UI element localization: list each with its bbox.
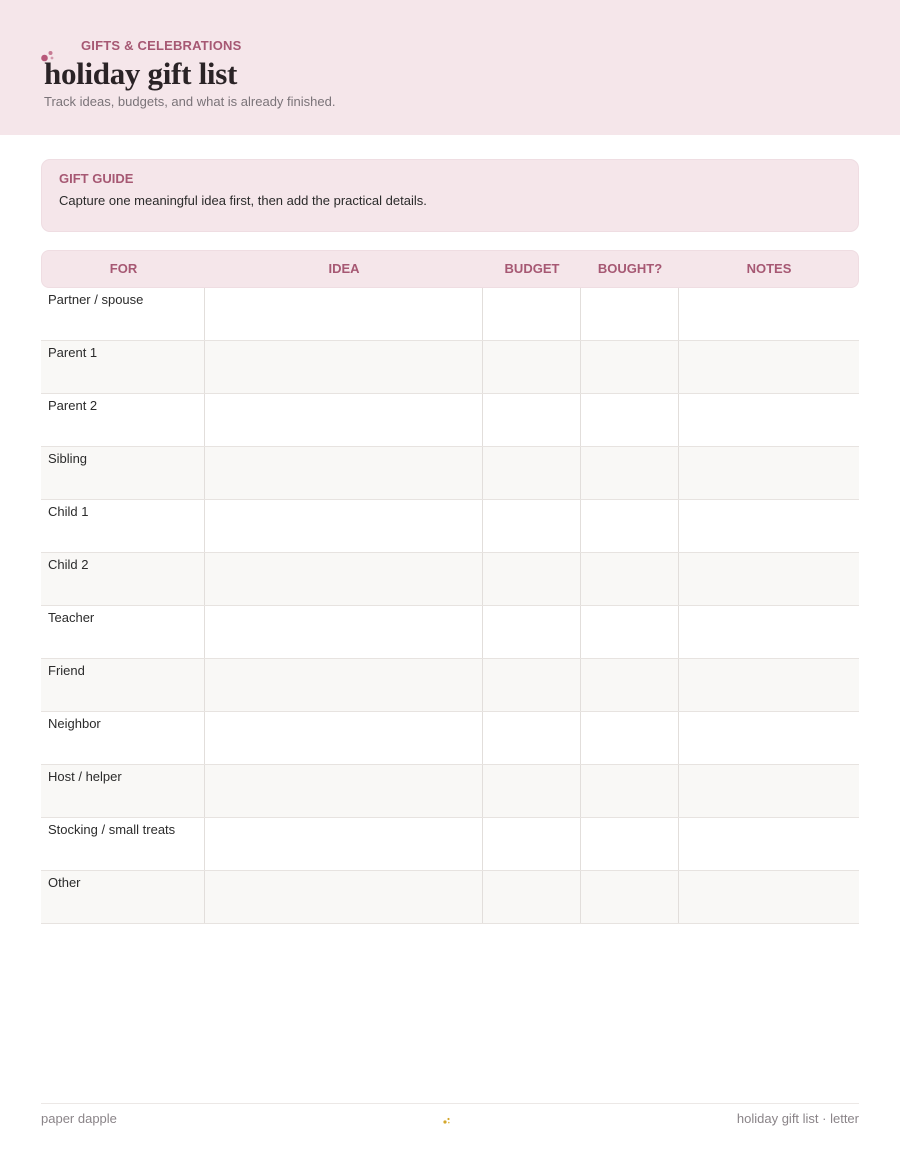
cell-budget[interactable] [482, 553, 580, 605]
sparkle-dots-icon [442, 1116, 451, 1125]
row-recipient-label: Stocking / small treats [48, 822, 176, 837]
cell-budget[interactable] [482, 818, 580, 870]
row-recipient-label: Friend [48, 663, 85, 678]
table-header [41, 250, 859, 288]
cell-idea[interactable] [204, 606, 482, 658]
row-recipient-label: Neighbor [48, 716, 101, 731]
cell-budget[interactable] [482, 500, 580, 552]
column-header-for: FOR [109, 261, 138, 276]
gift-guide-label: GIFT GUIDE [59, 171, 134, 186]
cell-notes[interactable] [678, 288, 859, 340]
cell-bought[interactable] [580, 659, 678, 711]
cell-for [41, 553, 204, 605]
cell-idea[interactable] [204, 818, 482, 870]
column-header-bought: BOUGHT? [597, 261, 663, 276]
row-recipient-label: Parent 1 [48, 345, 98, 360]
cell-for [41, 659, 204, 711]
gift-guide-text: Capture one meaningful idea first, then add the practical details. [59, 193, 427, 208]
table-row [41, 553, 859, 606]
cell-bought[interactable] [580, 765, 678, 817]
cell-idea[interactable] [204, 712, 482, 764]
table-row [41, 288, 859, 341]
row-recipient-label: Partner / spouse [48, 292, 144, 307]
table-row [41, 394, 859, 447]
cell-notes[interactable] [678, 765, 859, 817]
cell-idea[interactable] [204, 553, 482, 605]
table-row [41, 341, 859, 394]
cell-notes[interactable] [678, 500, 859, 552]
cell-bought[interactable] [580, 288, 678, 340]
cell-bought[interactable] [580, 394, 678, 446]
page-title: holiday gift list [44, 56, 237, 91]
cell-notes[interactable] [678, 341, 859, 393]
footer-document-label: holiday gift list · letter [736, 1111, 859, 1126]
gift-table-body [41, 288, 859, 924]
cell-budget[interactable] [482, 606, 580, 658]
column-header-budget: BUDGET [504, 261, 560, 276]
cell-notes[interactable] [678, 871, 859, 923]
table-row [41, 712, 859, 765]
cell-for [41, 606, 204, 658]
cell-bought[interactable] [580, 341, 678, 393]
cell-idea[interactable] [204, 288, 482, 340]
cell-idea[interactable] [204, 871, 482, 923]
cell-for [41, 500, 204, 552]
cell-for [41, 871, 204, 923]
cell-budget[interactable] [482, 712, 580, 764]
cell-budget[interactable] [482, 288, 580, 340]
cell-idea[interactable] [204, 765, 482, 817]
cell-bought[interactable] [580, 606, 678, 658]
cell-budget[interactable] [482, 394, 580, 446]
cell-for [41, 712, 204, 764]
table-row [41, 765, 859, 818]
cell-bought[interactable] [580, 500, 678, 552]
cell-for [41, 447, 204, 499]
row-recipient-label: Child 2 [48, 557, 89, 572]
cell-budget[interactable] [482, 871, 580, 923]
cell-for [41, 341, 204, 393]
column-header-notes: NOTES [746, 261, 792, 276]
cell-budget[interactable] [482, 765, 580, 817]
cell-notes[interactable] [678, 606, 859, 658]
cell-idea[interactable] [204, 341, 482, 393]
cell-notes[interactable] [678, 447, 859, 499]
cell-budget[interactable] [482, 659, 580, 711]
row-recipient-label: Child 1 [48, 504, 89, 519]
footer-divider [41, 1103, 859, 1104]
cell-for [41, 818, 204, 870]
cell-bought[interactable] [580, 447, 678, 499]
row-recipient-label: Sibling [48, 451, 88, 466]
cell-bought[interactable] [580, 712, 678, 764]
cell-idea[interactable] [204, 447, 482, 499]
cell-bought[interactable] [580, 871, 678, 923]
cell-notes[interactable] [678, 818, 859, 870]
column-header-idea: IDEA [328, 261, 360, 276]
cell-idea[interactable] [204, 394, 482, 446]
page-subtitle: Track ideas, budgets, and what is already finished. [44, 94, 336, 109]
cell-budget[interactable] [482, 341, 580, 393]
row-recipient-label: Other [48, 875, 81, 890]
gift-guide-box [41, 159, 859, 232]
cell-notes[interactable] [678, 659, 859, 711]
footer-brand: paper dapple [41, 1111, 117, 1126]
cell-for [41, 394, 204, 446]
table-row [41, 606, 859, 659]
cell-bought[interactable] [580, 553, 678, 605]
cell-notes[interactable] [678, 394, 859, 446]
table-row [41, 871, 859, 924]
cell-idea[interactable] [204, 659, 482, 711]
table-row [41, 659, 859, 712]
cell-budget[interactable] [482, 447, 580, 499]
cell-notes[interactable] [678, 553, 859, 605]
cell-bought[interactable] [580, 818, 678, 870]
cell-idea[interactable] [204, 500, 482, 552]
row-recipient-label: Teacher [48, 610, 95, 625]
table-row [41, 447, 859, 500]
section-eyebrow: GIFTS & CELEBRATIONS [81, 38, 242, 53]
table-row [41, 500, 859, 553]
row-recipient-label: Host / helper [48, 769, 122, 784]
row-recipient-label: Parent 2 [48, 398, 98, 413]
cell-for [41, 288, 204, 340]
cell-for [41, 765, 204, 817]
cell-notes[interactable] [678, 712, 859, 764]
header-band [0, 0, 900, 135]
table-row [41, 818, 859, 871]
